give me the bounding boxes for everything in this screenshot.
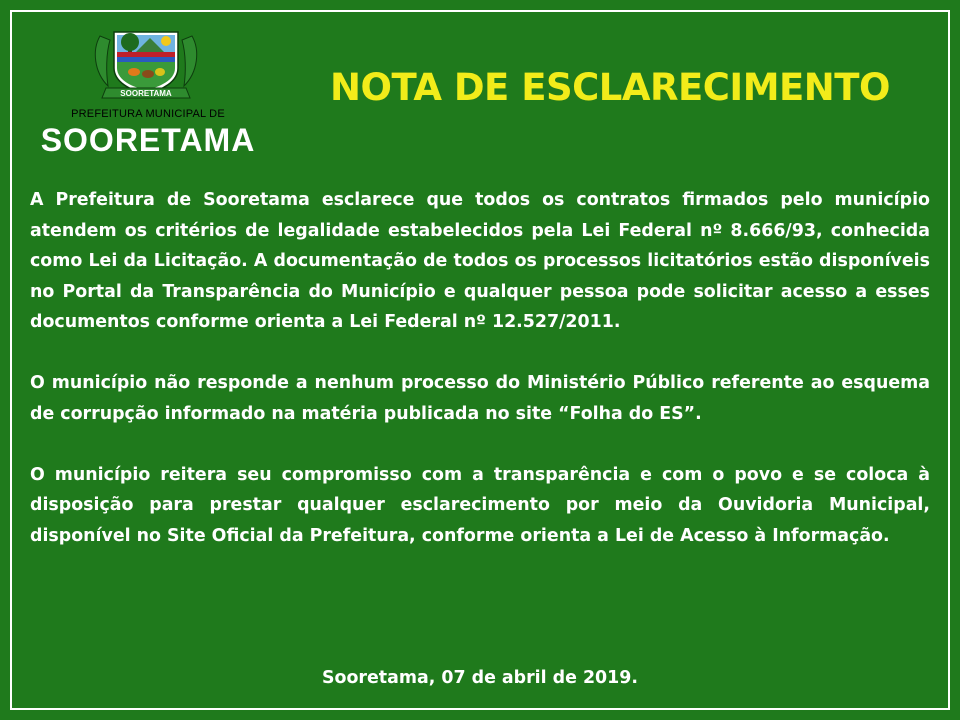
municipal-coat-of-arms-icon (92, 28, 200, 110)
body-paragraph: O município reitera seu compromisso com a transparência e com o povo e se coloca à disposição para prestar qualquer esclarecimento por meio da Ouvidoria Municipal, disponível no Site Oficial da Prefeitura, conforme orienta a Lei de Acesso à Informação. (30, 464, 930, 546)
notice-body (30, 185, 930, 551)
body-paragraph: O município não responde a nenhum processo do Ministério Público referente ao esquema de corrupção informado na matéria publicada no site “Folha do ES”. (30, 373, 930, 424)
page-title: NOTA DE ESCLARECIMENTO (330, 66, 890, 109)
body-paragraph: A Prefeitura de Sooretama esclarece que todos os contratos firmados pelo município atendem os critérios de legalidade estabelecidos pela Lei Federal nº 8.666/93, conhecida como Lei da Licitação. A documentação de todos os processos licitatórios estão disponíveis no Portal da Transparência do Município e qualquer pessoa pode solicitar acesso a esses documentos conforme orienta a Lei Federal nº 12.527/2011. (30, 190, 930, 332)
seal-text: SOORETAMA (120, 89, 172, 98)
signature-date: Sooretama, 07 de abril de 2019. (322, 668, 638, 688)
city-name: SOORETAMA (40, 122, 256, 158)
prefeitura-label: PREFEITURA MUNICIPAL DE (71, 108, 225, 120)
